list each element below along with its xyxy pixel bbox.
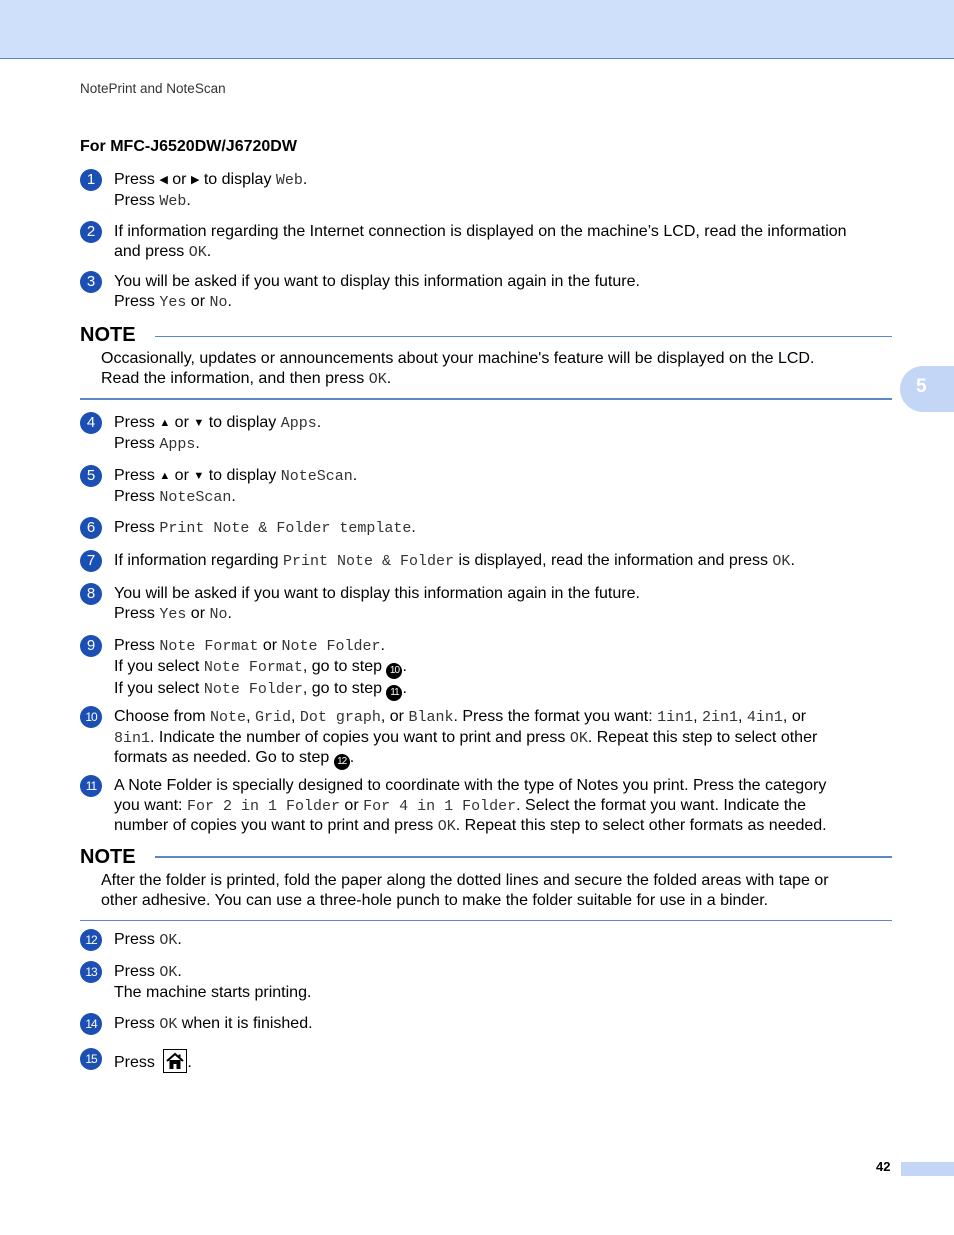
step-number: 13 xyxy=(80,961,102,983)
note-rule xyxy=(155,856,892,858)
step-number: 10 xyxy=(80,706,102,728)
step-text: Choose from Note, Grid, Dot graph, or Blank. Press the format you want: 1in1, 2in1, 4in1, or 8in1. Indicate the number of copies you want to print and press OK. Repeat this step to select other formats as needed. Go to step 12 . xyxy=(114,707,894,770)
step-number: 2 xyxy=(80,221,102,243)
step-number: 14 xyxy=(80,1013,102,1035)
up-arrow-icon: ▲ xyxy=(159,470,171,482)
step-reference[interactable]: 11 xyxy=(386,685,402,701)
step-number: 1 xyxy=(80,169,102,191)
step-reference[interactable]: 12 xyxy=(334,754,350,770)
down-arrow-icon: ▼ xyxy=(193,470,205,482)
step-number: 3 xyxy=(80,271,102,293)
step-text: You will be asked if you want to display this information again in the future. Press Yes or No. xyxy=(114,273,640,311)
note-heading: NOTE xyxy=(80,324,136,346)
section-title: For MFC-J6520DW/J6720DW xyxy=(80,138,297,155)
page-number: 42 xyxy=(876,1159,891,1174)
note-heading: NOTE xyxy=(80,846,136,868)
footer-bar xyxy=(901,1162,954,1176)
step-number: 15 xyxy=(80,1048,102,1070)
step-text: Press ▲ or ▼ to display NoteScan. Press NoteScan. xyxy=(114,467,358,506)
step-text: Press ◀ or ▶ to display Web. Press Web. xyxy=(114,171,308,210)
left-arrow-icon: ◀ xyxy=(159,174,168,186)
chapter-number: 5 xyxy=(916,376,927,397)
step-text: If information regarding Print Note & Folder is displayed, read the information and press OK. xyxy=(114,552,795,570)
note-bottom-rule xyxy=(80,920,892,921)
step-text: A Note Folder is specially designed to coordinate with the type of Notes you print. Press the category you want: For 2 in 1 Folder or For 4 in 1 Folder. Select the format you want. Indicate the number of copies you want to print and press OK. Repeat this step to select other formats as needed. xyxy=(114,777,827,835)
top-header-bar xyxy=(0,0,954,59)
step-number: 5 xyxy=(80,465,102,487)
step-text: Press Print Note & Folder template. xyxy=(114,519,416,537)
step-number: 11 xyxy=(80,775,102,797)
running-header: NotePrint and NoteScan xyxy=(80,81,226,96)
step-reference[interactable]: 10 xyxy=(386,663,402,679)
step-text: Press OK. xyxy=(114,931,182,949)
step-number: 9 xyxy=(80,635,102,657)
step-text: Press ▲ or ▼ to display Apps. Press Apps. xyxy=(114,414,322,453)
step-text: Press . xyxy=(114,1049,894,1073)
step-text: If information regarding the Internet connection is displayed on the machine’s LCD, read the information and press OK. xyxy=(114,223,847,261)
home-icon[interactable] xyxy=(163,1049,187,1073)
note-text: After the folder is printed, fold the paper along the dotted lines and secure the folded areas with tape or other adhesive. You can use a three-hole punch to make the folder suitable for use in a binder. xyxy=(101,872,829,909)
step-text: You will be asked if you want to display this information again in the future. Press Yes or No. xyxy=(114,585,640,623)
step-text: Press OK. The machine starts printing. xyxy=(114,963,312,1001)
note-rule xyxy=(155,336,892,337)
note-text: Occasionally, updates or announcements about your machine's feature will be displayed on the LCD. Read the information, and then press OK. xyxy=(101,350,815,388)
up-arrow-icon: ▲ xyxy=(159,417,171,429)
note-bottom-rule xyxy=(80,398,892,400)
step-number: 8 xyxy=(80,583,102,605)
step-number: 7 xyxy=(80,550,102,572)
step-text: Press Note Format or Note Folder. If you select Note Format, go to step 10 . If you select Note Folder, go to step 11 . xyxy=(114,636,894,701)
chapter-tab[interactable] xyxy=(900,366,954,412)
step-number: 12 xyxy=(80,929,102,951)
step-number: 4 xyxy=(80,412,102,434)
step-text: Press OK when it is finished. xyxy=(114,1015,313,1033)
right-arrow-icon: ▶ xyxy=(190,174,200,186)
step-number: 6 xyxy=(80,517,102,539)
down-arrow-icon: ▼ xyxy=(193,417,205,429)
